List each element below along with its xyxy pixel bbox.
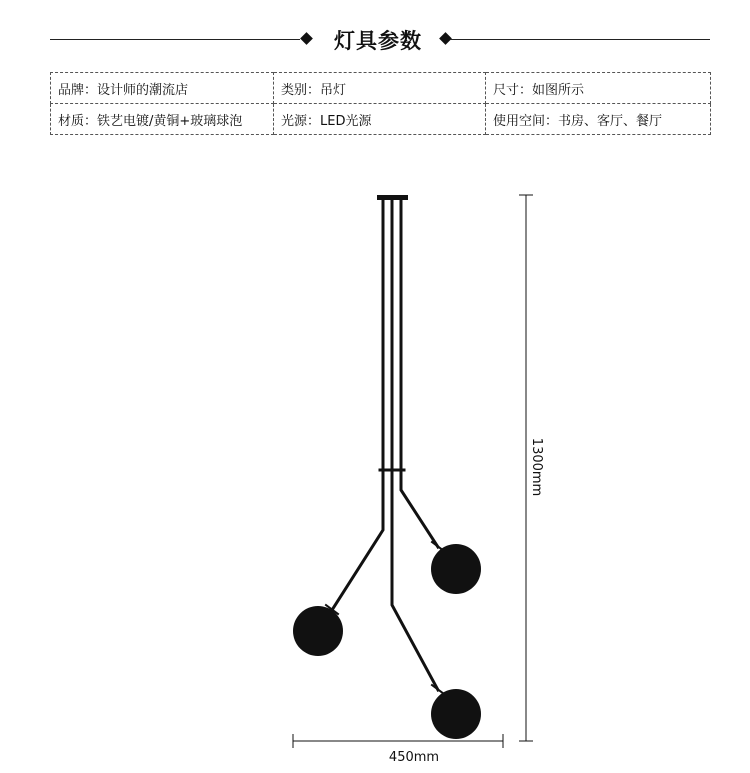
spec-separator: ： [84, 82, 98, 98]
spec-value: 设计师的潮流店 [97, 82, 189, 98]
glass-globe-bottom [431, 689, 481, 739]
lamp-arm-left [332, 470, 383, 610]
spec-table [50, 72, 711, 135]
spec-separator: ： [307, 113, 321, 129]
spec-label: 尺寸 [493, 82, 520, 98]
spec-value: LED光源 [320, 113, 372, 129]
page-title: 灯具参数 [334, 29, 422, 53]
spec-label: 类别 [281, 82, 308, 98]
spec-label: 光源 [281, 113, 308, 129]
spec-label: 材质 [58, 113, 85, 129]
spec-value: 如图所示 [532, 82, 585, 98]
section-title [50, 22, 710, 56]
lamp-arm-bottom [392, 470, 438, 690]
spec-cell-light-source [274, 104, 486, 135]
height-label: 1300mm [529, 437, 544, 497]
spec-value: 铁艺电镀/黄铜+玻璃球泡 [97, 113, 243, 129]
width-label: 450mm [388, 750, 440, 765]
spec-value: 吊灯 [320, 82, 347, 98]
spec-cell-material [51, 104, 274, 135]
spec-cell-usage-space [486, 104, 711, 135]
lamp-arm-right [401, 470, 438, 547]
glass-globe-left [293, 606, 343, 656]
spec-label: 品牌 [58, 82, 85, 98]
spec-separator: ： [84, 113, 98, 129]
spec-value: 书房、客厅、餐厅 [558, 113, 663, 129]
spec-separator: ： [307, 82, 321, 98]
pendant-lamp-illustration [293, 195, 481, 739]
diamond-icon [300, 32, 313, 45]
spec-cell-brand [51, 73, 274, 104]
glass-globe-right [431, 544, 481, 594]
spec-row [51, 104, 711, 135]
title-divider-right [450, 39, 710, 40]
width-dimension [293, 734, 503, 748]
spec-row [51, 73, 711, 104]
spec-separator: ： [519, 82, 533, 98]
spec-cell-category [274, 73, 486, 104]
lamp-dimension-drawing [0, 150, 750, 773]
spec-cell-size [486, 73, 711, 104]
title-divider-left [50, 39, 300, 40]
spec-separator: ： [545, 113, 559, 129]
spec-label: 使用空间 [493, 113, 546, 129]
